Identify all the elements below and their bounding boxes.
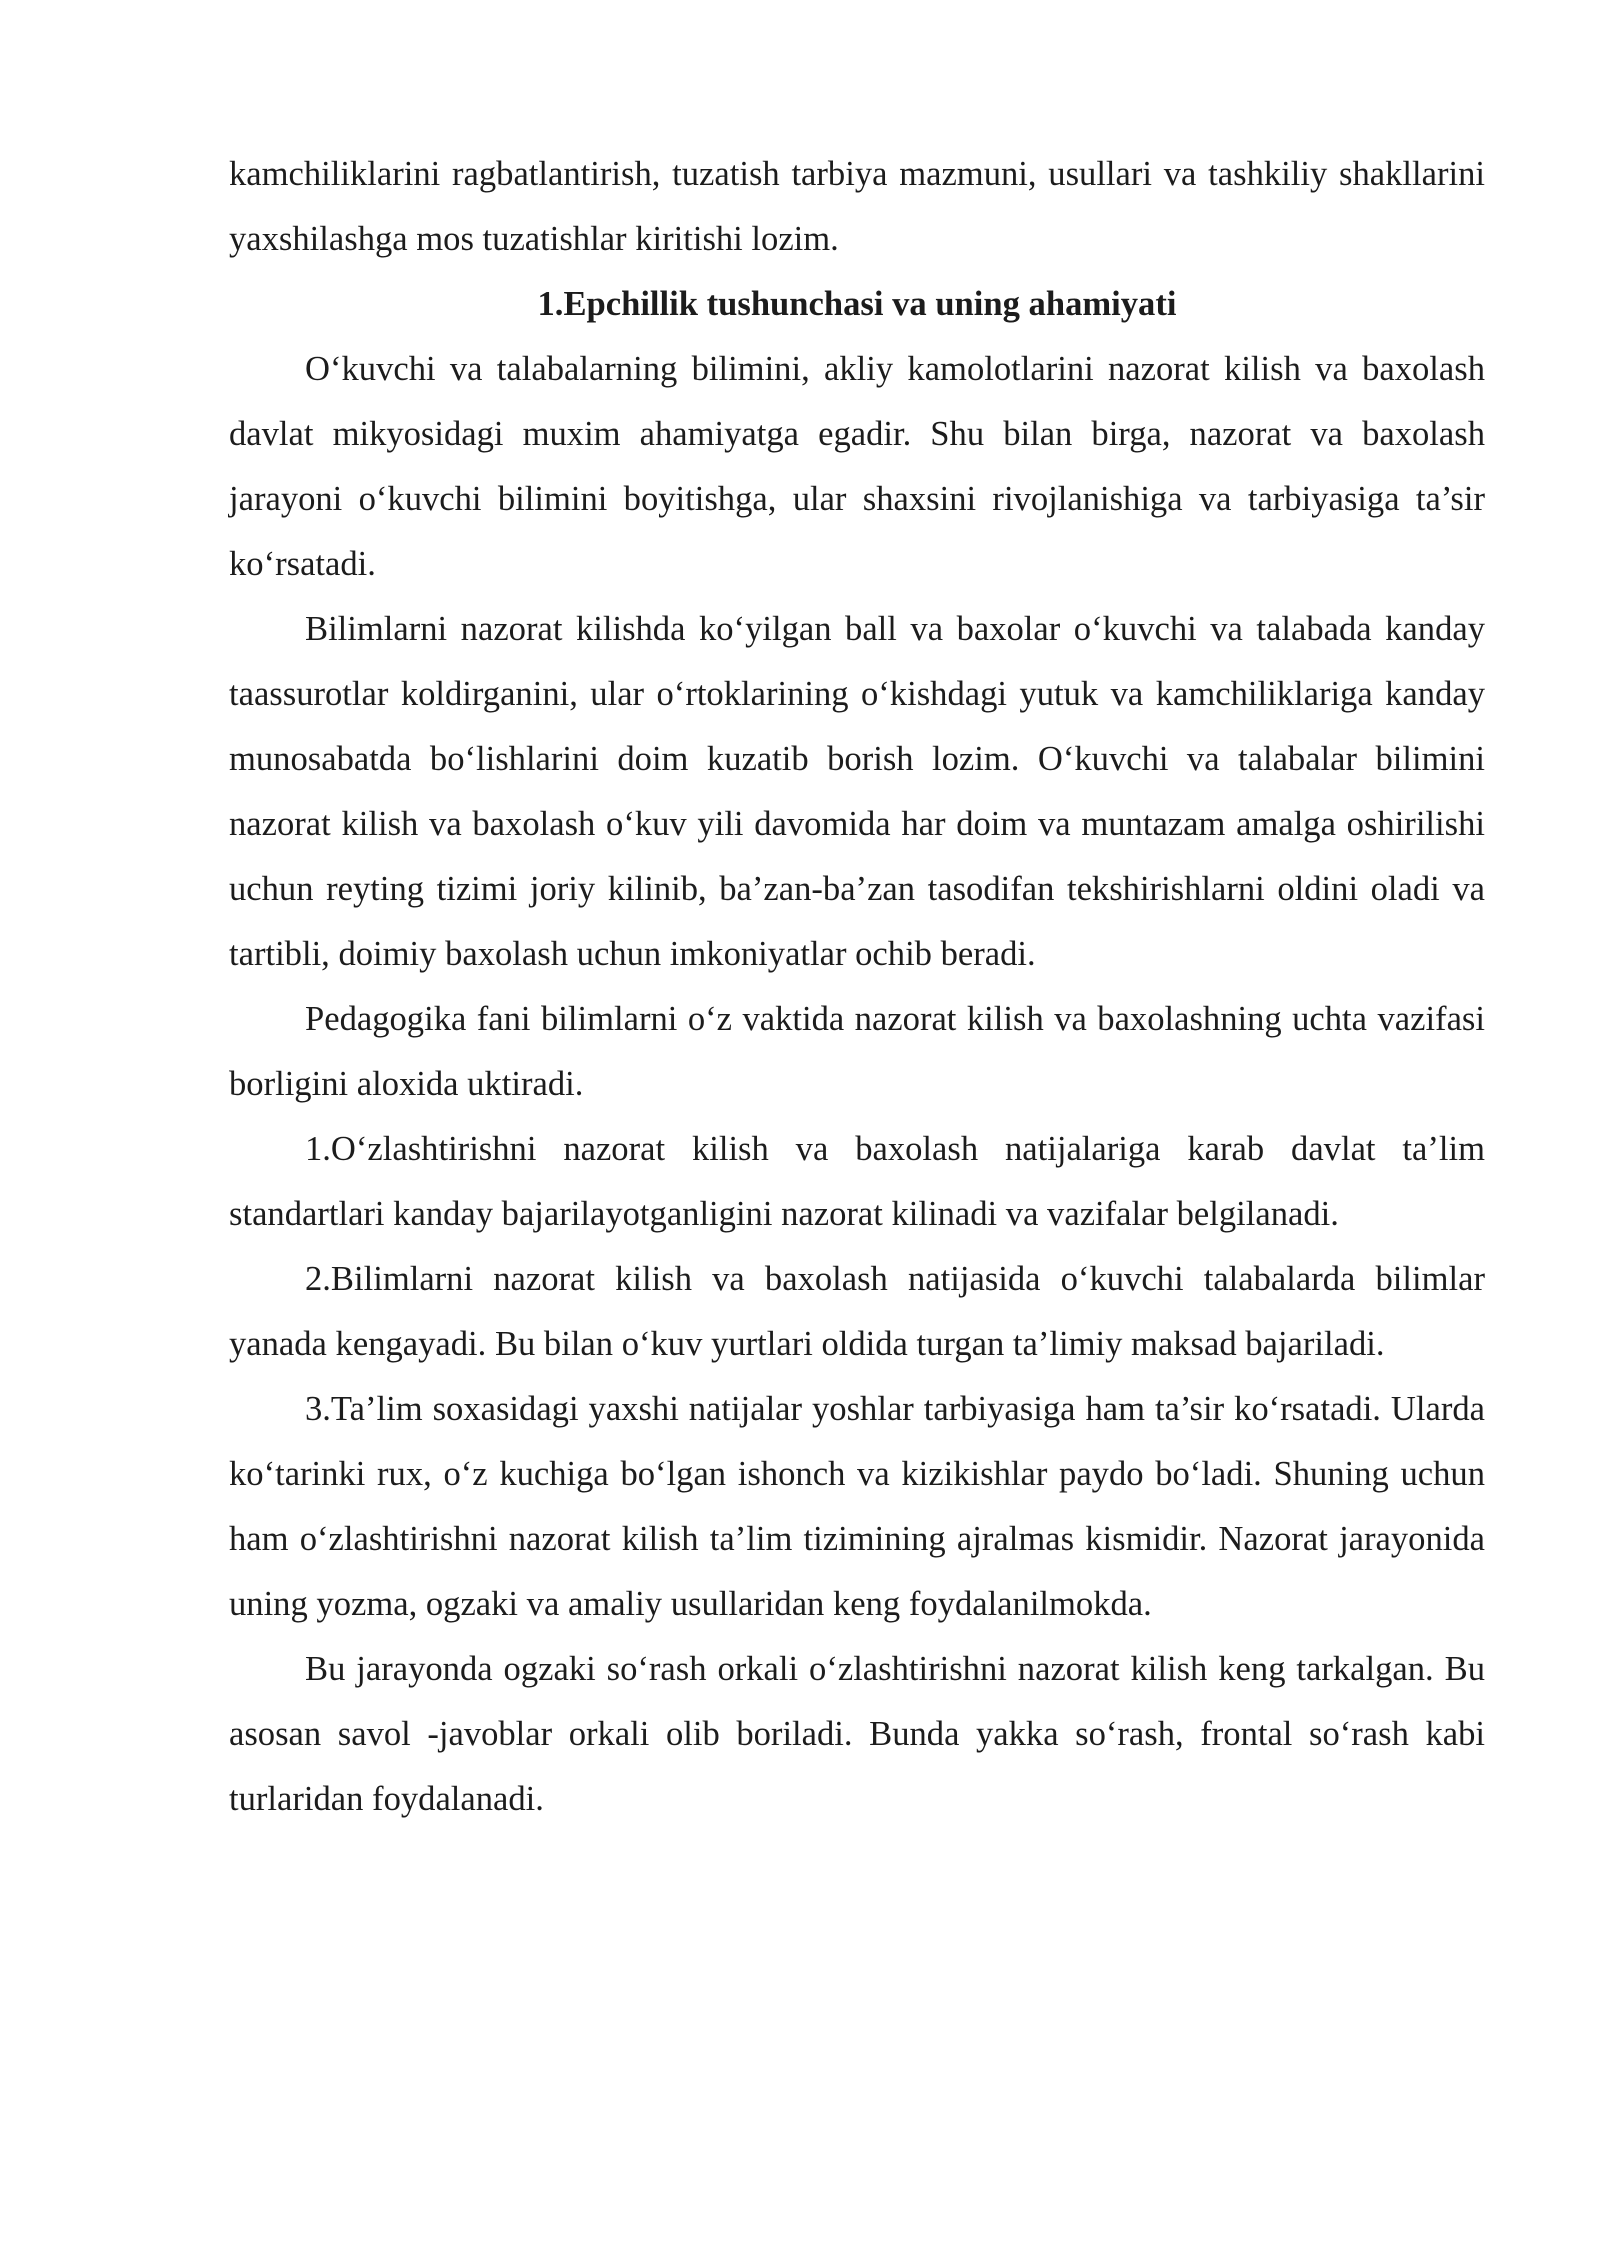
section-heading: 1.Epchillik tushunchasi va uning ahamiyati bbox=[537, 285, 1177, 323]
document-body bbox=[229, 142, 1485, 1832]
paragraph-grading-impressions: Bilimlarni nazorat kilishda ko‘yilgan ball va baxolar o‘kuvchi va talabada kanday taassurotlar koldirganini, ular o‘rtoklarining o‘kishdagi yutuk va kamchiliklariga kanday munosabatda bo‘lishlarini doim kuzatib borish lozim. O‘kuvchi va talabalar bilimini nazorat kilish va baxolash o‘kuv yili davomida har doim va muntazam amalga oshirilishi uchun reyting tizimi joriy kilinib, ba’zan-ba’zan tasodifan tekshirishlarni oldini oladi va tartibli, doimiy baxolash uchun imkoniyatlar ochib beradi. bbox=[229, 610, 1485, 973]
paragraph-three-tasks: Pedagogika fani bilimlarni o‘z vaktida nazorat kilish va baxolashning uchta vazifasi borligini aloxida uktiradi. bbox=[229, 1000, 1485, 1103]
paragraph-task-one: 1.O‘zlashtirishni nazorat kilish va baxolash natijalariga karab davlat ta’lim standartlari kanday bajarilayotganligini nazorat kilinadi va vazifalar belgilanadi. bbox=[229, 1130, 1485, 1233]
paragraph-oral-questioning: Bu jarayonda ogzaki so‘rash orkali o‘zlashtirishni nazorat kilish keng tarkalgan. Bu asosan savol -javoblar orkali olib boriladi. Bunda yakka so‘rash, frontal so‘rash kabi turlaridan foydalanadi. bbox=[229, 1650, 1485, 1818]
intro-paragraph: kamchiliklarini ragbatlantirish, tuzatish tarbiya mazmuni, usullari va tashkiliy shakllarini yaxshilashga mos tuzatishlar kiritishi lozim. bbox=[229, 155, 1485, 258]
paragraph-knowledge-assessment: O‘kuvchi va talabalarning bilimini, akliy kamolotlarini nazorat kilish va baxolash davlat mikyosidagi muxim ahamiyatga egadir. Shu bilan birga, nazorat va baxolash jarayoni o‘kuvchi bilimini boyitishga, ular shaxsini rivojlanishiga va tarbiyasiga ta’sir ko‘rsatadi. bbox=[229, 350, 1485, 583]
paragraph-task-three: 3.Ta’lim soxasidagi yaxshi natijalar yoshlar tarbiyasiga ham ta’sir ko‘rsatadi. Ularda ko‘tarinki rux, o‘z kuchiga bo‘lgan ishonch va kizikishlar paydo bo‘ladi. Shuning uchun ham o‘zlashtirishni nazorat kilish ta’lim tizimining ajralmas kismidir. Nazorat jarayonida uning yozma, ogzaki va amaliy usullaridan keng foydalanilmokda. bbox=[229, 1390, 1485, 1623]
paragraph-task-two: 2.Bilimlarni nazorat kilish va baxolash natijasida o‘kuvchi talabalarda bilimlar yanada kengayadi. Bu bilan o‘kuv yurtlari oldida turgan ta’limiy maksad bajariladi. bbox=[229, 1260, 1485, 1363]
